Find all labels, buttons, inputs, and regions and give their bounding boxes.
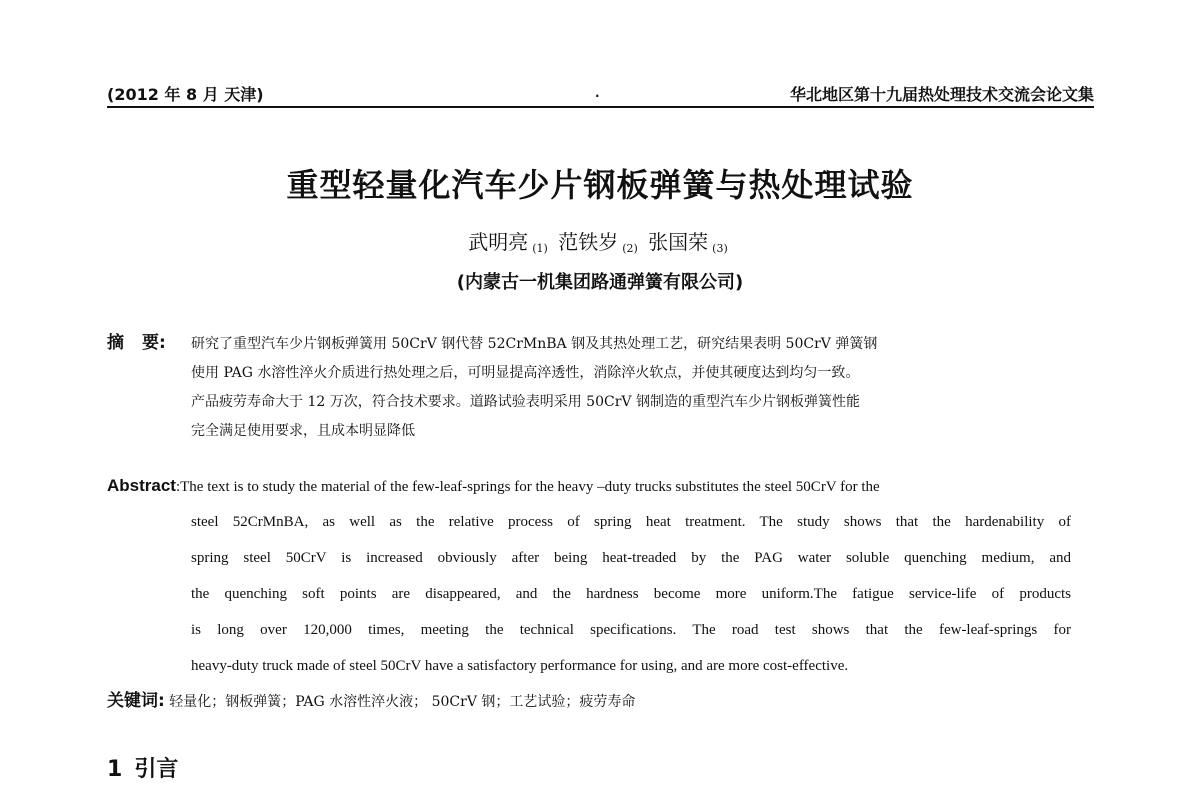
- section-number: 1: [107, 757, 123, 782]
- running-header: [107, 82, 1094, 108]
- en-abstract-line: spring steel 50CrV is increased obviously after being heat-treaded by the PAG water soluble quenching medium, and: [191, 550, 1071, 566]
- section-title: 引言: [134, 757, 179, 782]
- author-name: 武明亮: [468, 230, 529, 254]
- header-proceedings-title: 华北地区第十九届热处理技术交流会论文集: [789, 85, 1094, 104]
- en-abstract-label: Abstract: [107, 476, 176, 495]
- author-index: (3): [712, 242, 728, 255]
- author-name: 张国荣: [648, 230, 709, 254]
- cn-abstract-line: 完全满足使用要求，且成本明显降低: [191, 423, 415, 439]
- paper-title: 重型轻量化汽车少片钢板弹簧与热处理试验: [286, 166, 914, 204]
- keywords: [107, 686, 635, 711]
- cn-abstract-label: [107, 328, 166, 353]
- keywords-text: 轻量化；钢板弹簧；PAG 水溶性淬火液； 50CrV 钢；工艺试验；疲劳寿命: [169, 694, 636, 710]
- en-abstract-line: heavy-duty truck made of steel 50CrV have a satisfactory performance for using, and are more cost-effective.: [191, 658, 849, 674]
- cn-abstract-line: 使用 PAG 水溶性淬火介质进行热处理之后，可明显提高淬透性，消除淬火软点，并使其硬度达到均匀一致。: [191, 365, 860, 381]
- header-mark: .: [595, 86, 600, 100]
- keywords-label: 关键词:: [107, 691, 165, 711]
- cn-abstract-body: [191, 330, 1071, 446]
- en-abstract-line: :The text is to study the material of the few-leaf-springs for the heavy –duty trucks substitutes the steel 50CrV for the: [175, 479, 880, 495]
- cn-abstract-label-char: 要:: [142, 333, 166, 353]
- author-index: (2): [622, 242, 638, 255]
- cn-abstract-label-char: 摘: [107, 333, 124, 353]
- author-name: 范铁岁: [558, 230, 619, 254]
- en-abstract-line: steel 52CrMnBA, as well as the relative process of spring heat treatment. The study shows that the hardenability of: [191, 514, 1071, 530]
- affiliation: (内蒙古一机集团路通弹簧有限公司): [456, 272, 744, 293]
- header-date-place: (2012 年 8 月 天津): [107, 85, 264, 104]
- author-list: [0, 226, 1200, 255]
- cn-abstract-line: 研究了重型汽车少片钢板弹簧用 50CrV 钢代替 52CrMnBA 钢及其热处理工艺，研究结果表明 50CrV 弹簧钢: [191, 336, 878, 352]
- author-index: (1): [532, 242, 548, 255]
- en-abstract-line: is long over 120,000 times, meeting the technical specifications. The road test shows that the few-leaf-springs for: [191, 622, 1071, 638]
- section-heading: [107, 752, 178, 783]
- en-abstract-line: the quenching soft points are disappeared, and the hardness become more uniform.The fatigue service-life of products: [191, 586, 1071, 602]
- cn-abstract-line: 产品疲劳寿命大于 12 万次，符合技术要求。道路试验表明采用 50CrV 钢制造的重型汽车少片钢板弹簧性能: [191, 394, 860, 410]
